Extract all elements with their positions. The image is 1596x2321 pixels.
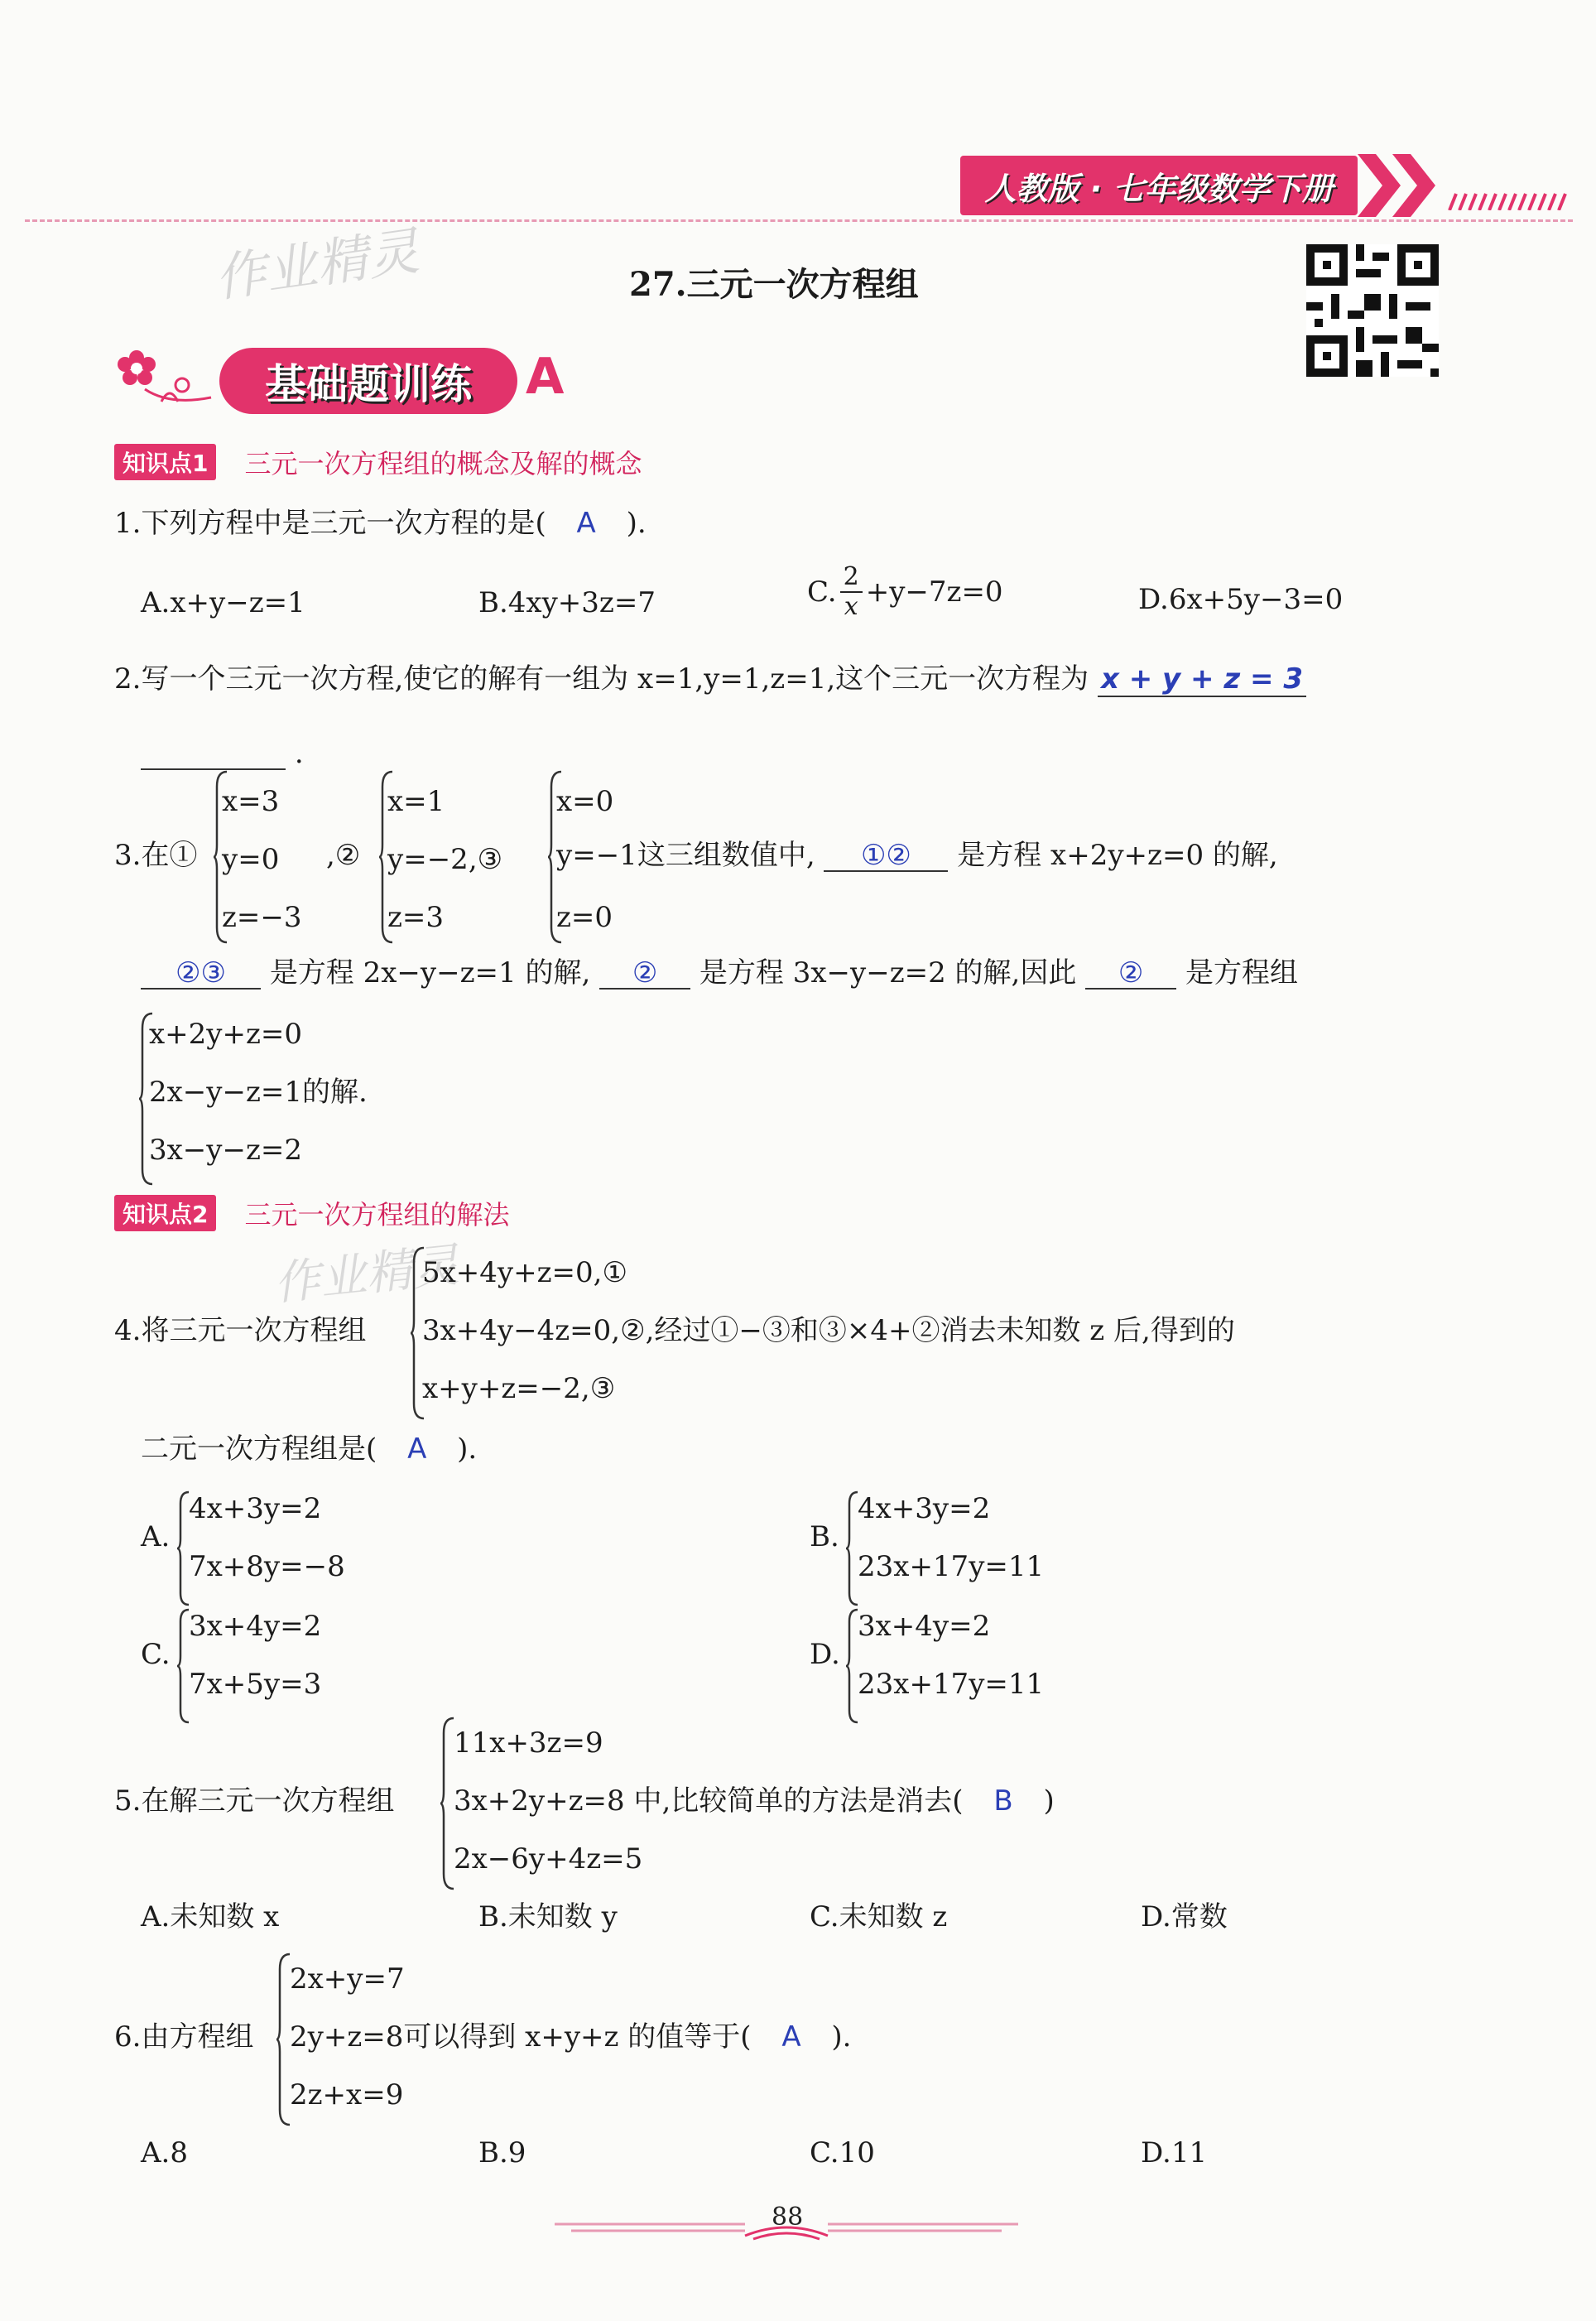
q3-text-2: 是方程 2x−y−z=1 的解, (269, 956, 591, 990)
page-number: 88 (772, 2203, 804, 2232)
watermark-mid: 作业精灵 (271, 1238, 462, 1312)
q2-answer: x + y + z = 3 (1098, 662, 1306, 697)
q1-option-c-fraction (840, 563, 863, 621)
header-book-label-box (960, 156, 1358, 215)
q5-sys-line2 (454, 1784, 1055, 1818)
q4-option-b-line1: 4x+3y=2 (858, 1492, 991, 1525)
q6-sys-line3: 2z+x=9 (290, 2078, 404, 2112)
q1-stem-a: 1.下列方程中是三元一次方程的是( (114, 507, 546, 540)
q3-answer-4: ② (1085, 956, 1176, 990)
q3-prefix: 3.在① (114, 839, 198, 872)
q3-answer-2: ②③ (141, 956, 261, 990)
q3-sys3-line2-text: y=−1这三组数值中, (556, 839, 815, 872)
q4-option-d-line2: 23x+17y=11 (858, 1668, 1045, 1701)
section-title: 27.三元一次方程组 (629, 265, 919, 304)
q5-sys-line2-text: 3x+2y+z=8 中,比较简单的方法是消去( (454, 1784, 964, 1818)
q3-sys4-line2: 2x−y−z=1的解. (149, 1076, 368, 1109)
q3-sys1-line3: z=−3 (222, 901, 302, 934)
q6-sys-line2 (290, 2020, 851, 2054)
q4-sys-line2: 3x+4y−4z=0,②,经过①−③和③×4+②消去未知数 z 后,得到的 (422, 1314, 1235, 1347)
q4-option-b-label: B. (810, 1520, 839, 1553)
kp1-tag: 知识点1 (114, 444, 216, 480)
banner-title: 基础题训练 (265, 360, 472, 408)
q5-option-d: D.常数 (1141, 1900, 1228, 1933)
q3-sys2-line1: x=1 (387, 785, 445, 818)
kp2-title: 三元一次方程组的解法 (244, 1199, 510, 1230)
q4-answer: A (407, 1433, 427, 1466)
banner-letter: A (526, 348, 565, 406)
header-chevron-icon (1358, 154, 1440, 217)
header-stripes (1445, 190, 1569, 210)
q6-option-b: B.9 (478, 2136, 526, 2169)
header-dashed-line (25, 219, 1573, 222)
q6-prefix: 6.由方程组 (114, 2020, 254, 2054)
q6-end: ). (831, 2020, 852, 2054)
qr-code-icon (1306, 244, 1439, 377)
q4-option-a-line2: 7x+8y=−8 (189, 1550, 345, 1583)
q2-stem-text: 2.写一个三元一次方程,使它的解有一组为 x=1,y=1,z=1,这个三元一次方程为 (114, 662, 1089, 696)
q4-line2-b: ). (457, 1433, 478, 1466)
q1-stem (114, 507, 647, 540)
q1-stem-b: ). (626, 507, 647, 540)
q5-sys-line1: 11x+3z=9 (454, 1726, 603, 1760)
q1-option-c-prefix: C. (807, 575, 837, 609)
q3-sys4-line3: 3x−y−z=2 (149, 1134, 303, 1167)
q1-option-c-rest: +y−7z=0 (865, 575, 1003, 609)
q3-text-4: 是方程组 (1185, 956, 1298, 990)
q3-text-3: 是方程 3x−y−z=2 的解,因此 (699, 956, 1077, 990)
flower-icon (112, 339, 228, 414)
q4-option-c-line1: 3x+4y=2 (189, 1610, 322, 1643)
kp1-title: 三元一次方程组的概念及解的概念 (244, 448, 642, 479)
q4-option-b-line2: 23x+17y=11 (858, 1550, 1045, 1583)
q6-sys-line1: 2x+y=7 (290, 1962, 405, 1996)
q1-option-c-denominator: x (844, 592, 858, 621)
q3-sep2: ,② (326, 839, 361, 872)
q4-option-c-line2: 7x+5y=3 (189, 1668, 322, 1701)
q3-sys1-line1: x=3 (222, 785, 280, 818)
q3-sys4-line1: x+2y+z=0 (149, 1018, 303, 1051)
q4-sys-line3: x+y+z=−2,③ (422, 1372, 616, 1405)
q4-sys-line1: 5x+4y+z=0,① (422, 1256, 627, 1289)
q3-answer-1: ①② (824, 839, 948, 872)
q3-text-1: 是方程 x+2y+z=0 的解, (957, 839, 1278, 872)
q4-line2-a: 二元一次方程组是( (141, 1433, 377, 1466)
q1-option-a: A.x+y−z=1 (141, 586, 305, 619)
q6-sys-line2-text: 2y+z=8可以得到 x+y+z 的值等于( (290, 2020, 752, 2054)
watermark-top: 作业精灵 (210, 220, 423, 309)
kp2-header (114, 1194, 510, 1232)
banner-pill (219, 348, 517, 414)
q2-blank (141, 737, 286, 770)
q6-answer: A (781, 2020, 801, 2054)
q1-option-c-numerator: 2 (840, 563, 863, 593)
q5-sys-line3: 2x−6y+4z=5 (454, 1842, 643, 1876)
q3-sys1-line2: y=0 (222, 843, 280, 876)
q4-prefix: 4.将三元一次方程组 (114, 1314, 367, 1347)
q2-blank-line (141, 737, 304, 770)
q4-option-a-label: A. (141, 1520, 171, 1553)
q5-option-a: A.未知数 x (141, 1900, 280, 1933)
q6-option-d: D.11 (1141, 2136, 1208, 2169)
q5-end: ) (1043, 1784, 1055, 1818)
q3-sys3-line2 (556, 839, 1278, 872)
q1-answer: A (576, 507, 596, 540)
q5-answer: B (993, 1784, 1013, 1818)
q3-sys2-line2: y=−2,③ (387, 843, 503, 876)
q1-option-c (807, 563, 1003, 621)
q4-line2 (141, 1433, 477, 1466)
q6-option-c: C.10 (810, 2136, 875, 2169)
q2-end: . (294, 737, 304, 770)
q2-stem (114, 662, 1306, 697)
q5-prefix: 5.在解三元一次方程组 (114, 1784, 395, 1818)
q4-option-d-line1: 3x+4y=2 (858, 1610, 991, 1643)
kp1-header (114, 443, 642, 481)
q4-option-c-label: C. (141, 1638, 171, 1671)
q3-sys3-line3: z=0 (556, 901, 613, 934)
header-book-label: 人教版 · 七年级数学下册 (984, 170, 1334, 207)
q5-option-c: C.未知数 z (810, 1900, 948, 1933)
q3-line2 (141, 956, 1298, 990)
kp2-tag: 知识点2 (114, 1195, 216, 1231)
q1-option-b: B.4xy+3z=7 (478, 586, 656, 619)
q5-option-b: B.未知数 y (478, 1900, 618, 1933)
q1-option-d: D.6x+5y−3=0 (1138, 583, 1344, 616)
q3-answer-3: ② (599, 956, 690, 990)
q3-sys2-line3: z=3 (387, 901, 445, 934)
q3-sys3-line1: x=0 (556, 785, 614, 818)
q6-option-a: A.8 (141, 2136, 188, 2169)
q4-option-d-label: D. (810, 1638, 840, 1671)
q4-option-a-line1: 4x+3y=2 (189, 1492, 322, 1525)
